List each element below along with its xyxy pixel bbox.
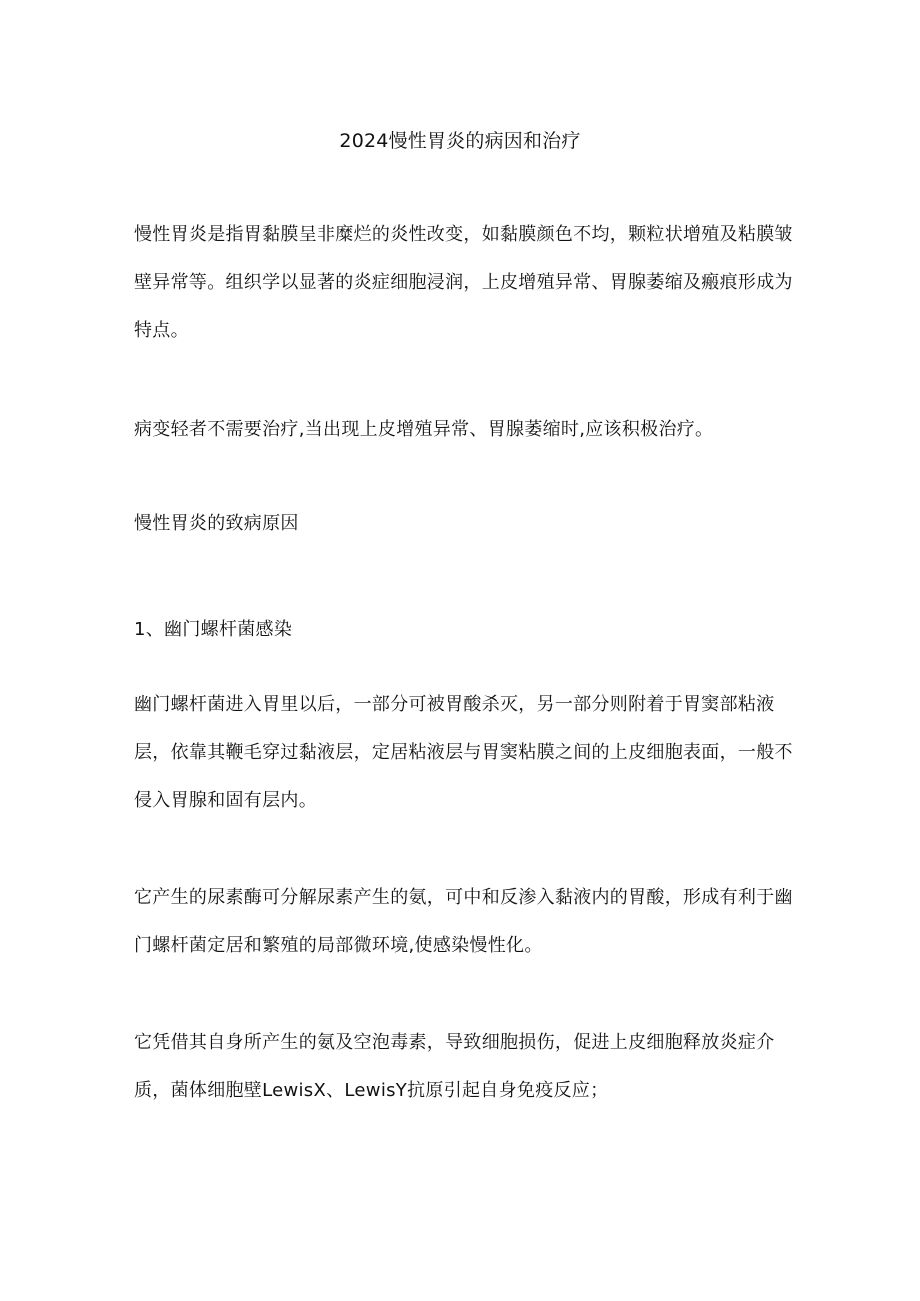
cause1-paragraph-2: 它产生的尿素酶可分解尿素产生的氨，可中和反渗入黏液内的胃酸，形成有利于幽门螺杆菌定居和繁殖的局部微环境,使感染慢性化。	[134, 887, 793, 956]
intro-paragraph: 慢性胃炎是指胃黏膜呈非糜烂的炎性改变，如黏膜颜色不均，颗粒状增殖及粘膜皱壁异常等。组织学以显著的炎症细胞浸润，上皮增殖异常、胃腺萎缩及瘢痕形成为特点。	[134, 224, 793, 341]
treatment-paragraph: 病变轻者不需要治疗,当出现上皮增殖异常、胃腺萎缩时,应该积极治疗。	[134, 419, 714, 440]
cause1-paragraph-1: 幽门螺杆菌进入胃里以后，一部分可被胃酸杀灭，另一部分则附着于胃窦部粘液层，依靠其鞭毛穿过黏液层，定居粘液层与胃窦粘膜之间的上皮细胞表面，一般不侵入胃腺和固有层内。	[134, 694, 793, 811]
cause-section-heading: 慢性胃炎的致病原因	[134, 513, 299, 534]
cause1-paragraph-3: 它凭借其自身所产生的氨及空泡毒素，导致细胞损伤，促进上皮细胞释放炎症介质，菌体细胞壁LewisX、LewisY抗原引起自身免疫反应；	[134, 1032, 775, 1101]
cause1-heading: 1、幽门螺杆菌感染	[134, 619, 293, 640]
document-title: 2024慢性胃炎的病因和治疗	[339, 130, 581, 152]
